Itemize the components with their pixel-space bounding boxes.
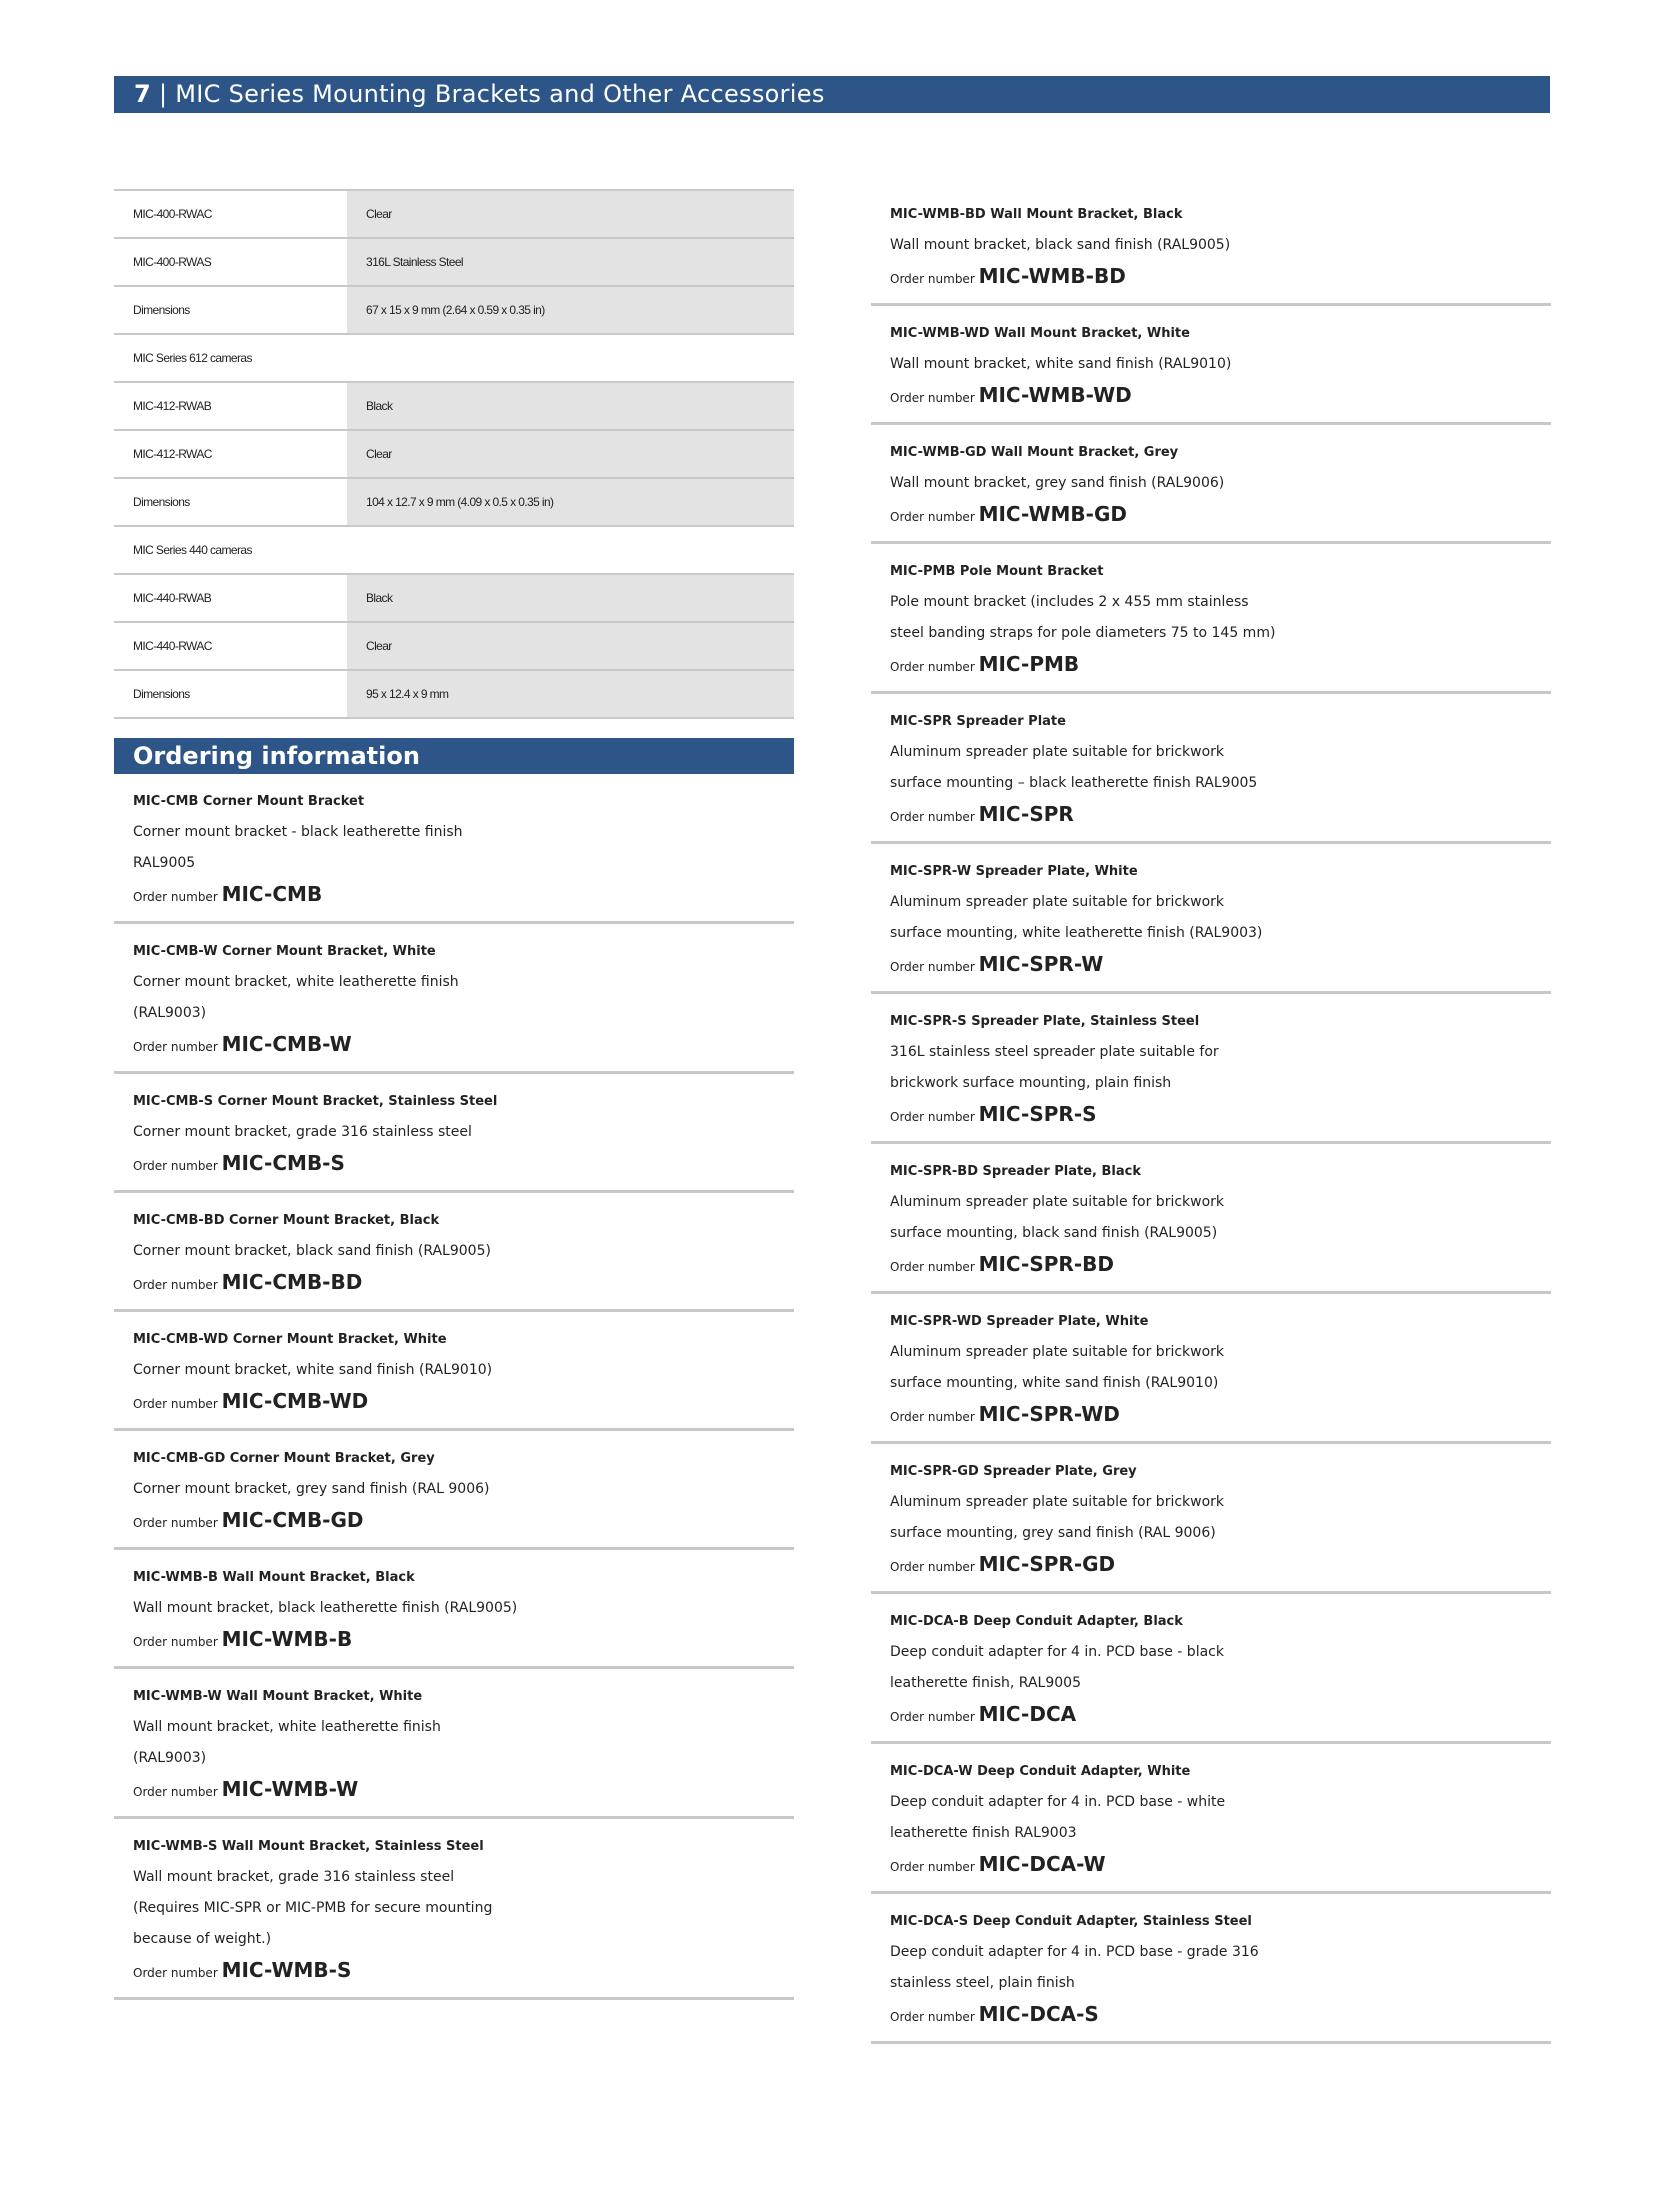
ordering-item: [871, 1744, 1551, 1894]
order-number: MIC-SPR-GD: [978, 1552, 1116, 1576]
item-description-line: surface mounting, white leatherette finish (RAL9003): [890, 925, 1263, 941]
ordering-item: [871, 694, 1551, 844]
item-title: MIC-SPR-GD Spreader Plate, Grey: [890, 1464, 1137, 1479]
spec-value: Black: [347, 574, 794, 622]
ordering-list-right: [871, 189, 1551, 2044]
spec-key: MIC-440-RWAB: [114, 574, 347, 622]
ordering-item: [871, 1144, 1551, 1294]
ordering-item: [871, 1594, 1551, 1744]
spec-value: Clear: [347, 190, 794, 238]
spec-value: Clear: [347, 430, 794, 478]
order-number: MIC-WMB-BD: [978, 264, 1126, 288]
spec-key: MIC-412-RWAC: [114, 430, 347, 478]
item-description-line: surface mounting, black sand finish (RAL9005): [890, 1225, 1218, 1241]
item-description-line: Corner mount bracket - black leatherette finish: [133, 824, 463, 840]
spec-value: 104 x 12.7 x 9 mm (4.09 x 0.5 x 0.35 in): [347, 478, 794, 526]
item-description-line: surface mounting, grey sand finish (RAL 9006): [890, 1525, 1216, 1541]
order-number-label: Order number: [890, 510, 975, 524]
item-description-line: Pole mount bracket (includes 2 x 455 mm stainless: [890, 594, 1249, 610]
item-description-line: RAL9005: [133, 855, 196, 871]
item-title: MIC-WMB-S Wall Mount Bracket, Stainless Steel: [133, 1839, 484, 1854]
item-description-line: surface mounting – black leatherette finish RAL9005: [890, 775, 1258, 791]
order-number: MIC-CMB-GD: [221, 1508, 364, 1532]
order-number: MIC-WMB-WD: [978, 383, 1132, 407]
item-title: MIC-DCA-B Deep Conduit Adapter, Black: [890, 1614, 1183, 1629]
spec-row: [114, 574, 794, 622]
order-number-label: Order number: [890, 1860, 975, 1874]
spec-key: Dimensions: [114, 670, 347, 718]
item-description-line: Aluminum spreader plate suitable for brickwork: [890, 744, 1225, 760]
spec-row: [114, 670, 794, 718]
item-description-line: Aluminum spreader plate suitable for brickwork: [890, 1494, 1225, 1510]
order-number-label: Order number: [133, 1040, 218, 1054]
order-number-label: Order number: [890, 1560, 975, 1574]
order-number: MIC-SPR-WD: [978, 1402, 1120, 1426]
item-title: MIC-SPR-BD Spreader Plate, Black: [890, 1164, 1141, 1179]
item-description-line: Deep conduit adapter for 4 in. PCD base - white: [890, 1794, 1226, 1810]
ordering-item: [114, 1819, 794, 2000]
item-description-line: Wall mount bracket, white sand finish (RAL9010): [890, 356, 1232, 372]
item-description-line: Corner mount bracket, black sand finish (RAL9005): [133, 1243, 491, 1259]
ordering-item: [871, 425, 1551, 544]
ordering-item: [871, 306, 1551, 425]
item-order-line: [133, 1774, 794, 1808]
item-order-line: [133, 1029, 794, 1063]
ordering-item: [871, 544, 1551, 694]
spec-key: MIC-400-RWAC: [114, 190, 347, 238]
item-order-line: [890, 949, 1551, 983]
order-number: MIC-SPR: [978, 802, 1074, 826]
order-number: MIC-CMB-S: [221, 1151, 345, 1175]
order-number: MIC-DCA: [978, 1702, 1077, 1726]
spec-group-label: MIC Series 612 cameras: [114, 334, 794, 382]
order-number: MIC-WMB-GD: [978, 502, 1127, 526]
spec-value: Black: [347, 382, 794, 430]
item-title: MIC-CMB-W Corner Mount Bracket, White: [133, 944, 436, 959]
item-description-line: leatherette finish, RAL9005: [890, 1675, 1081, 1691]
ordering-item: [114, 1193, 794, 1312]
item-order-line: [890, 1999, 1551, 2033]
page-title: MIC Series Mounting Brackets and Other Accessories: [175, 80, 825, 108]
item-order-line: [890, 649, 1551, 683]
order-number: MIC-DCA-S: [978, 2002, 1099, 2026]
item-description-line: (RAL9003): [133, 1750, 207, 1766]
item-order-line: [133, 1386, 794, 1420]
spec-group-label: MIC Series 440 cameras: [114, 526, 794, 574]
item-order-line: [890, 1549, 1551, 1583]
ordering-item: [114, 1431, 794, 1550]
item-description-line: Wall mount bracket, white leatherette finish: [133, 1719, 441, 1735]
spec-row: [114, 382, 794, 430]
order-number-label: Order number: [890, 1260, 975, 1274]
header-separator: |: [158, 80, 168, 108]
item-title: MIC-CMB-S Corner Mount Bracket, Stainless Steel: [133, 1094, 498, 1109]
order-number-label: Order number: [133, 1785, 218, 1799]
item-description-line: leatherette finish RAL9003: [890, 1825, 1077, 1841]
item-description-line: Wall mount bracket, grey sand finish (RAL9006): [890, 475, 1225, 491]
item-title: MIC-CMB Corner Mount Bracket: [133, 794, 365, 809]
item-order-line: [133, 1148, 794, 1182]
order-number-label: Order number: [133, 1397, 218, 1411]
item-description-line: Wall mount bracket, grade 316 stainless steel: [133, 1869, 455, 1885]
ordering-item: [114, 774, 794, 924]
item-order-line: [890, 499, 1551, 533]
item-title: MIC-WMB-W Wall Mount Bracket, White: [133, 1689, 423, 1704]
page-number: 7: [134, 80, 151, 108]
item-title: MIC-PMB Pole Mount Bracket: [890, 564, 1104, 579]
spec-value: 67 x 15 x 9 mm (2.64 x 0.59 x 0.35 in): [347, 286, 794, 334]
order-number: MIC-WMB-B: [221, 1627, 353, 1651]
order-number-label: Order number: [890, 391, 975, 405]
item-order-line: [890, 380, 1551, 414]
item-title: MIC-SPR-S Spreader Plate, Stainless Steel: [890, 1014, 1200, 1029]
order-number: MIC-WMB-S: [221, 1958, 352, 1982]
order-number-label: Order number: [890, 2010, 975, 2024]
ordering-item: [114, 1550, 794, 1669]
order-number-label: Order number: [133, 1278, 218, 1292]
spec-value: Clear: [347, 622, 794, 670]
spec-row: [114, 430, 794, 478]
ordering-item: [114, 1074, 794, 1193]
item-title: MIC-SPR-WD Spreader Plate, White: [890, 1314, 1149, 1329]
item-title: MIC-WMB-GD Wall Mount Bracket, Grey: [890, 445, 1179, 460]
spec-key: Dimensions: [114, 286, 347, 334]
item-order-line: [890, 1399, 1551, 1433]
order-number-label: Order number: [133, 1159, 218, 1173]
item-title: MIC-WMB-B Wall Mount Bracket, Black: [133, 1570, 415, 1585]
order-number: MIC-SPR-BD: [978, 1252, 1114, 1276]
order-number-label: Order number: [890, 272, 975, 286]
item-order-line: [133, 1624, 794, 1658]
order-number: MIC-CMB-WD: [221, 1389, 369, 1413]
order-number-label: Order number: [133, 890, 218, 904]
order-number: MIC-WMB-W: [221, 1777, 359, 1801]
item-description-line: stainless steel, plain finish: [890, 1975, 1075, 1991]
spec-row: [114, 622, 794, 670]
spec-value: 316L Stainless Steel: [347, 238, 794, 286]
spec-row: [114, 526, 794, 574]
item-description-line: Wall mount bracket, black sand finish (RAL9005): [890, 237, 1231, 253]
item-order-line: [133, 1955, 794, 1989]
order-number-label: Order number: [890, 1710, 975, 1724]
item-order-line: [890, 1249, 1551, 1283]
item-description-line: Corner mount bracket, grade 316 stainless steel: [133, 1124, 472, 1140]
ordering-info-heading: Ordering information: [114, 738, 794, 774]
item-order-line: [133, 879, 794, 913]
order-number-label: Order number: [890, 810, 975, 824]
item-order-line: [133, 1267, 794, 1301]
ordering-item: [114, 1312, 794, 1431]
item-description-line: surface mounting, white sand finish (RAL9010): [890, 1375, 1219, 1391]
item-description-line: Aluminum spreader plate suitable for brickwork: [890, 894, 1225, 910]
item-description-line: Deep conduit adapter for 4 in. PCD base - grade 316: [890, 1944, 1259, 1960]
spec-key: MIC-412-RWAB: [114, 382, 347, 430]
item-title: MIC-CMB-GD Corner Mount Bracket, Grey: [133, 1451, 435, 1466]
item-title: MIC-WMB-BD Wall Mount Bracket, Black: [890, 207, 1183, 222]
spec-row: [114, 190, 794, 238]
item-title: MIC-CMB-WD Corner Mount Bracket, White: [133, 1332, 447, 1347]
item-title: MIC-WMB-WD Wall Mount Bracket, White: [890, 326, 1190, 341]
item-title: MIC-DCA-W Deep Conduit Adapter, White: [890, 1764, 1191, 1779]
right-column: [871, 189, 1551, 2044]
item-description-line: because of weight.): [133, 1931, 272, 1947]
ordering-item: [871, 189, 1551, 306]
item-description-line: Aluminum spreader plate suitable for brickwork: [890, 1194, 1225, 1210]
item-description-line: Aluminum spreader plate suitable for brickwork: [890, 1344, 1225, 1360]
ordering-item: [871, 1444, 1551, 1594]
order-number: MIC-CMB-BD: [221, 1270, 363, 1294]
order-number: MIC-DCA-W: [978, 1852, 1106, 1876]
spec-table: [114, 189, 794, 719]
item-order-line: [890, 1099, 1551, 1133]
order-number: MIC-CMB: [221, 882, 323, 906]
spec-row: [114, 286, 794, 334]
order-number-label: Order number: [133, 1966, 218, 1980]
order-number-label: Order number: [890, 960, 975, 974]
order-number-label: Order number: [890, 660, 975, 674]
item-description-line: (RAL9003): [133, 1005, 207, 1021]
ordering-item: [114, 1669, 794, 1819]
spec-key: Dimensions: [114, 478, 347, 526]
item-order-line: [890, 1699, 1551, 1733]
ordering-item: [871, 994, 1551, 1144]
spec-value: 95 x 12.4 x 9 mm: [347, 670, 794, 718]
order-number-label: Order number: [133, 1635, 218, 1649]
order-number-label: Order number: [133, 1516, 218, 1530]
item-order-line: [133, 1505, 794, 1539]
left-column: [114, 189, 794, 2000]
item-description-line: Corner mount bracket, white sand finish (RAL9010): [133, 1362, 493, 1378]
spec-row: [114, 238, 794, 286]
item-description-line: Corner mount bracket, grey sand finish (RAL 9006): [133, 1481, 490, 1497]
order-number: MIC-PMB: [978, 652, 1080, 676]
ordering-item: [114, 924, 794, 1074]
item-description-line: (Requires MIC-SPR or MIC-PMB for secure mounting: [133, 1900, 493, 1916]
order-number-label: Order number: [890, 1110, 975, 1124]
item-description-line: Deep conduit adapter for 4 in. PCD base - black: [890, 1644, 1224, 1660]
page-header: [114, 76, 1550, 113]
ordering-item: [871, 1894, 1551, 2044]
item-description-line: steel banding straps for pole diameters 75 to 145 mm): [890, 625, 1276, 641]
order-number: MIC-SPR-W: [978, 952, 1104, 976]
item-title: MIC-CMB-BD Corner Mount Bracket, Black: [133, 1213, 440, 1228]
order-number: MIC-CMB-W: [221, 1032, 352, 1056]
order-number-label: Order number: [890, 1410, 975, 1424]
item-title: MIC-SPR-W Spreader Plate, White: [890, 864, 1138, 879]
ordering-item: [871, 1294, 1551, 1444]
spec-key: MIC-400-RWAS: [114, 238, 347, 286]
ordering-list-left: [114, 774, 794, 2000]
item-description-line: Corner mount bracket, white leatherette finish: [133, 974, 459, 990]
item-title: MIC-DCA-S Deep Conduit Adapter, Stainless Steel: [890, 1914, 1252, 1929]
item-order-line: [890, 1849, 1551, 1883]
order-number: MIC-SPR-S: [978, 1102, 1097, 1126]
item-order-line: [890, 799, 1551, 833]
ordering-item: [871, 844, 1551, 994]
item-description-line: 316L stainless steel spreader plate suitable for: [890, 1044, 1219, 1060]
spec-row: [114, 334, 794, 382]
item-title: MIC-SPR Spreader Plate: [890, 714, 1066, 729]
spec-row: [114, 478, 794, 526]
item-description-line: brickwork surface mounting, plain finish: [890, 1075, 1172, 1091]
item-order-line: [890, 261, 1551, 295]
item-description-line: Wall mount bracket, black leatherette finish (RAL9005): [133, 1600, 518, 1616]
spec-key: MIC-440-RWAC: [114, 622, 347, 670]
